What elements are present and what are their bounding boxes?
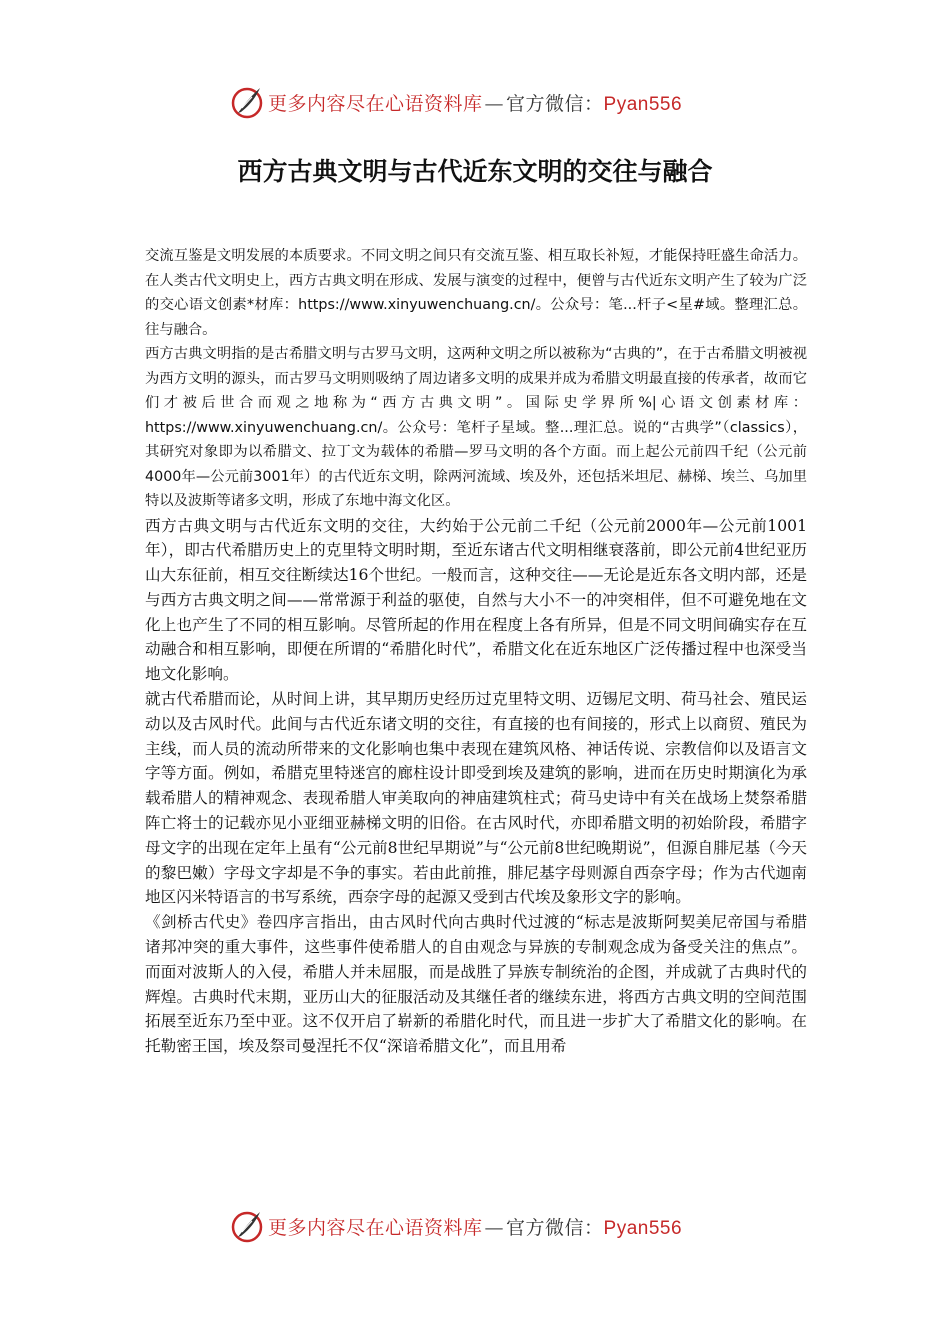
wechat-id: Pyan556 <box>603 1217 683 1239</box>
quill-logo-icon <box>230 1209 264 1243</box>
promo-text: 更多内容尽在心语资料库 <box>268 1216 483 1239</box>
banner-separator: — <box>484 1216 505 1239</box>
promo-text: 更多内容尽在心语资料库 <box>268 92 483 115</box>
paragraph-definition: 西方古典文明指的是古希腊文明与古罗马文明，这两种文明之所以被称为“古典的”，在于古希腊文明被视为西方文明的源头，而古罗马文明则吸纳了周边诸多文明的成果并成为希腊文明最直接的传承者，故而它们才被后世合而观之地称为“西方古典文明”。国际史学界所%|心语文创素材库：https://www.xinyuwenchuang.cn/。公众号：笔杆子星域。整...理汇总。说的“古典学”（classics），其研究对象即为以希腊文、拉丁文为载体的希腊—罗马文明的各个方面。而上起公元前四千纪（公元前4000年—公元前3001年）的古代近东文明，除两河流域、埃及外，还包括米坦尼、赫梯、埃兰、乌加里特以及波斯等诸多文明，形成了东地中海文化区。 <box>145 346 807 509</box>
wechat-id: Pyan556 <box>603 93 683 115</box>
paragraph-greece: 就古代希腊而论，从时间上讲，其早期历史经历过克里特文明、迈锡尼文明、荷马社会、殖民运动以及古风时代。此间与古代近东诸文明的交往，有直接的也有间接的，形式上以商贸、殖民为主线，而人员的流动所带来的文化影响也集中表现在建筑风格、神话传说、宗教信仰以及语言文字等方面。例如，希腊克里特迷宫的廊柱设计即受到埃及建筑的影响，进而在历史时期演化为承载希腊人的精神观念、表现希腊人审美取向的神庙建筑柱式；荷马史诗中有关在战场上焚祭希腊阵亡将士的记载亦见小亚细亚赫梯文明的旧俗。在古风时代，亦即希腊文明的初始阶段，希腊字母文字的出现在定年上虽有“公元前8世纪早期说”与“公元前8世纪晚期说”，但源自腓尼基（今天的黎巴嫩）字母文字却是不争的事实。若由此前推，腓尼基字母则源自西奈字母；作为古代迦南地区闪米特语言的书写系统，西奈字母的起源又受到古代埃及象形文字的影响。 <box>145 690 807 907</box>
banner-separator: — <box>484 92 505 115</box>
wechat-label: 官方微信： <box>506 92 604 115</box>
footer-banner <box>230 1206 730 1246</box>
footer-banner-text <box>268 1213 682 1240</box>
document-title: 西方古典文明与古代近东文明的交往与融合 <box>237 157 713 186</box>
document-body <box>145 244 807 1059</box>
quill-logo-icon <box>230 85 264 119</box>
paragraph-cambridge: 《剑桥古代史》卷四序言指出，由古风时代向古典时代过渡的“标志是波斯阿契美尼帝国与希腊诸邦冲突的重大事件，这些事件使希腊人的自由观念与异族的专制观念成为备受关注的焦点”。而面对波斯人的入侵，希腊人并未屈服，而是战胜了异族专制统治的企图，并成就了古典时代的辉煌。古典时代末期，亚历山大的征服活动及其继任者的继续东进，将西方古典文明的空间范围拓展至近东乃至中亚。这不仅开启了崭新的希腊化时代，而且进一步扩大了希腊文化的影响。在托勒密王国，埃及祭司曼涅托不仅“深谙希腊文化”，而且用希 <box>145 913 807 1056</box>
header-banner-text <box>268 89 682 116</box>
wechat-label: 官方微信： <box>506 1216 604 1239</box>
paragraph-intro: 交流互鉴是文明发展的本质要求。不同文明之间只有交流互鉴、相互取长补短，才能保持旺盛生命活力。在人类古代文明史上，西方古典文明在形成、发展与演变的过程中，便曾与古代近东文明产生了较为广泛的交心语文创素*材库：https://www.xinyuwenchuang.cn/。公众号：笔...杆子<星#域。整理汇总。往与融合。 <box>145 248 807 338</box>
header-banner <box>230 82 730 122</box>
paragraph-exchange: 西方古典文明与古代近东文明的交往，大约始于公元前二千纪（公元前2000年—公元前1001年），即古代希腊历史上的克里特文明时期，至近东诸古代文明相继衰落前，即公元前4世纪亚历山大东征前，相互交往断续达16个世纪。一般而言，这种交往——无论是近东各文明内部，还是与西方古典文明之间——常常源于利益的驱使，自然与大小不一的冲突相伴，但不可避免地在文化上也产生了不同的相互影响。尽管所起的作用在程度上各有所异，但是不同文明间确实存在互动融合和相互影响，即便在所谓的“希腊化时代”，希腊文化在近东地区广泛传播过程中也深受当地文化影响。 <box>145 516 807 684</box>
